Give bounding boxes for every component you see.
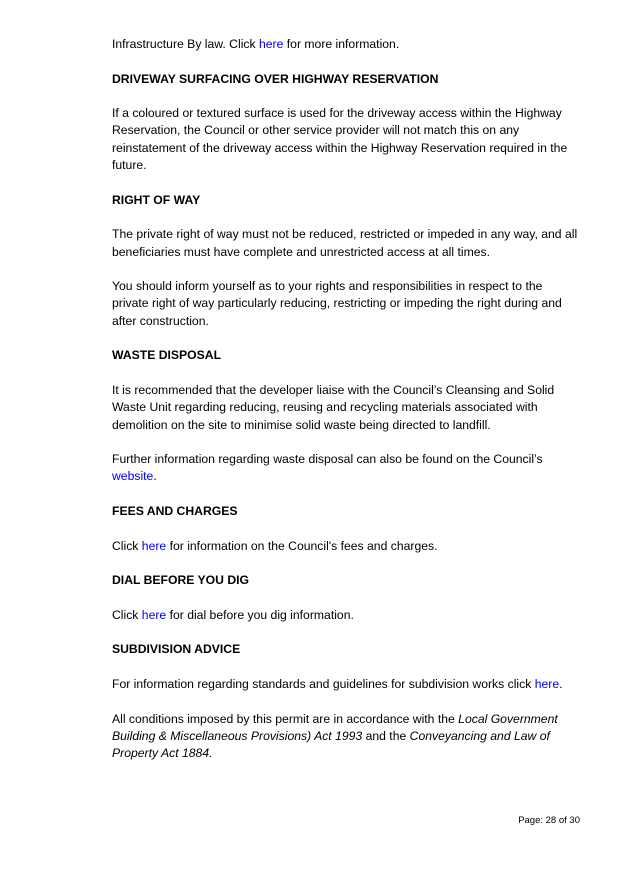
intro-text: Infrastructure By law. Click xyxy=(112,37,259,51)
act-1993-title: Local Government Building & Miscellaneous Provisions) Act 1993 xyxy=(112,711,558,743)
fees-paragraph xyxy=(112,538,582,555)
dial-link[interactable]: here xyxy=(141,607,167,622)
conditions-paragraph xyxy=(112,711,582,763)
driveway-heading: DRIVEWAY SURFACING OVER HIGHWAY RESERVATION xyxy=(112,71,439,86)
waste-info-end: . xyxy=(153,469,157,484)
council-website-link[interactable]: website xyxy=(112,469,154,484)
dial-heading: DIAL BEFORE YOU DIG xyxy=(112,573,250,588)
driveway-paragraph: If a coloured or textured surface is used for the driveway access within the Highway Reservation, the Council or other service provider will not match this on any reinstatement of the driveway access within the Highway Reservation required in the future. xyxy=(112,106,568,173)
intro-paragraph xyxy=(112,36,582,53)
fees-text: Click xyxy=(112,538,142,553)
right-of-way-paragraph-2: You should inform yourself as to your rights and responsibilities in respect to the private right of way particularly reducing, restricting or impeding the right during and after construction. xyxy=(112,279,562,328)
document-page xyxy=(112,36,582,762)
fees-text-end: for information on the Council's fees and charges. xyxy=(166,538,438,553)
waste-disposal-paragraph-1: It is recommended that the developer liaise with the Council’s Cleansing and Solid Waste Unit regarding reducing, reusing and recycling materials associated with demolition on the site to minimise solid waste being directed to landfill. xyxy=(112,382,555,432)
conditions-conjunction: and the xyxy=(362,728,410,743)
right-of-way-heading: RIGHT OF WAY xyxy=(112,192,201,207)
fees-heading: FEES AND CHARGES xyxy=(112,504,238,519)
right-of-way-paragraph-1: The private right of way must not be reduced, restricted or impeded in any way, and all beneficiaries must have complete and unrestricted access at all times. xyxy=(112,227,578,259)
conditions-text: All conditions imposed by this permit are in accordance with the xyxy=(112,711,459,726)
subdivision-text: For information regarding standards and guidelines for subdivision works click xyxy=(112,676,535,691)
waste-disposal-heading: WASTE DISPOSAL xyxy=(112,348,222,363)
waste-info-text: Further information regarding waste disposal can also be found on the Council’s xyxy=(112,452,543,467)
act-1884-title: Conveyancing and Law of Property Act 1884. xyxy=(112,728,550,761)
page-number: Page: 28 of 30 xyxy=(518,815,580,826)
subdivision-heading: SUBDIVISION ADVICE xyxy=(112,642,241,657)
infrastructure-bylaw-link[interactable]: here xyxy=(258,37,284,51)
dial-paragraph xyxy=(112,607,582,624)
subdivision-paragraph xyxy=(112,676,582,693)
subdivision-link[interactable]: here xyxy=(534,676,560,691)
subdivision-text-end: . xyxy=(559,676,563,691)
fees-link[interactable]: here xyxy=(141,538,167,553)
waste-disposal-paragraph-2 xyxy=(112,451,582,486)
dial-text: Click xyxy=(112,607,142,622)
intro-text-end: for more information. xyxy=(283,37,400,51)
dial-text-end: for dial before you dig information. xyxy=(166,607,354,622)
